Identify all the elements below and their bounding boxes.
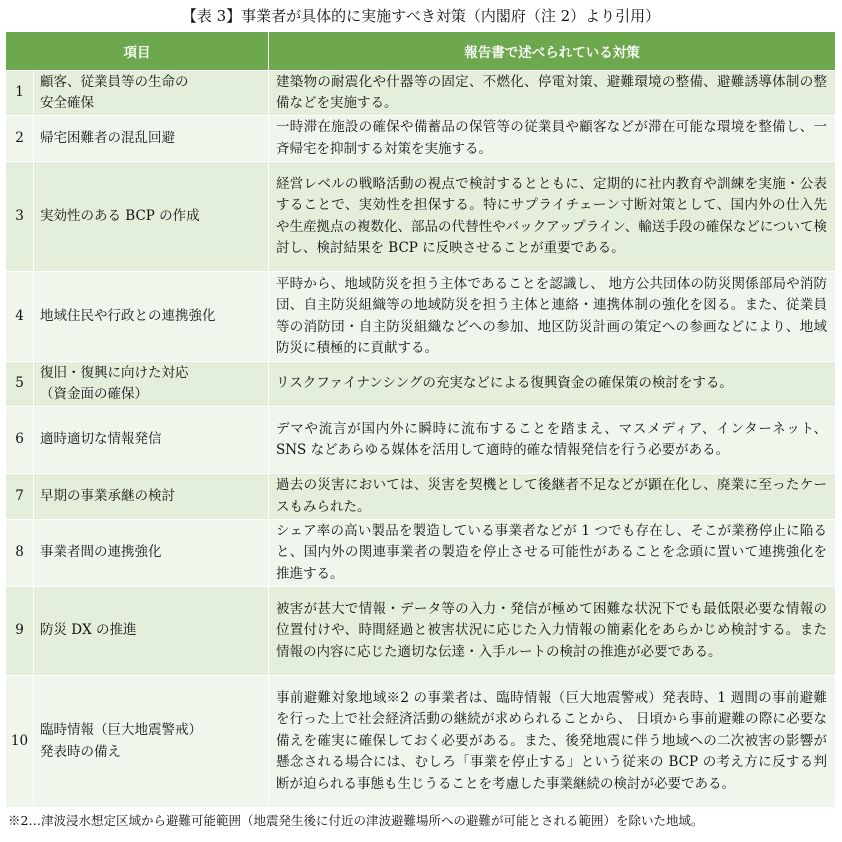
row-number: 3 [6, 162, 34, 272]
footnote: ※2…津波浸水想定区域から避難可能範囲（地震発生後に付近の津波避難場所への避難が可能とされる範囲）を除いた地域。 [8, 813, 704, 828]
row-measure: 一時滞在施設の確保や備蓄品の保管等の従業員や顧客などが滞在可能な環境を整備し、一斉帰宅を抑制する対策を実施する。 [269, 116, 836, 162]
table-row [6, 407, 836, 474]
row-measure: シェア率の高い製品を製造している事業者などが 1 つでも存在し、そこが業務停止に陥ると、国内外の関連事業者の製造を停止させる可能性があることを念頭に置いて連携強化を推進する。 [269, 520, 836, 587]
row-measure: 過去の災害においては、災害を契機として後継者不足などが顕在化し、廃業に至ったケースもみられた。 [269, 474, 836, 520]
row-item: 臨時情報（巨大地震警戒） 発表時の備え [34, 676, 269, 808]
row-item: 適時適切な情報発信 [34, 407, 269, 474]
header-item: 項目 [6, 32, 269, 71]
table-row [6, 474, 836, 520]
row-measure: 事前避難対象地域※2 の事業者は、臨時情報（巨大地震警戒）発表時、1 週間の事前避難を行った上で社会経済活動の継続が求められることから、 日頃から事前避難の際に必要な備えを確実に確保しておく必要がある。また、後発地震に伴う地域への二次被害の影響が懸念される場合には、むしろ「事業を停止する」という従来の BCP の考え方に反する判断が迫られる事態も生じうることを考慮した事業継続の検討が必要である。 [269, 676, 836, 808]
header-measure: 報告書で述べられている対策 [269, 32, 836, 71]
row-measure: 平時から、地域防災を担う主体であることを認識し、 地方公共団体の防災関係部局や消防団、自主防災組織等の地域防災を担う主体と連絡・連携体制の強化を図る。また、従業員等の消防団・自主防災組織などへの参加、地区防災計画の策定への参画などにより、地域防災に積極的に貢献する。 [269, 272, 836, 362]
row-number: 10 [6, 676, 34, 808]
table-row [6, 676, 836, 808]
row-number: 2 [6, 116, 34, 162]
table-caption: 【表 3】事業者が具体的に実施すべき対策（内閣府（注 2）より引用） [181, 7, 661, 25]
table-header-row [6, 32, 836, 71]
row-number: 8 [6, 520, 34, 587]
table-row [6, 520, 836, 587]
row-item: 防災 DX の推進 [34, 587, 269, 676]
row-item: 早期の事業承継の検討 [34, 474, 269, 520]
row-measure: 被害が甚大で情報・データ等の入力・発信が極めて困難な状況下でも最低限必要な情報の位置付けや、時間経過と被害状況に応じた入力情報の簡素化をあらかじめ検討する。また情報の内容に応じた適切な伝達・入手ルートの検討の推進が必要である。 [269, 587, 836, 676]
table-row [6, 116, 836, 162]
table-row [6, 162, 836, 272]
row-number: 6 [6, 407, 34, 474]
row-number: 5 [6, 362, 34, 407]
measures-table [5, 31, 836, 808]
row-number: 7 [6, 474, 34, 520]
row-number: 9 [6, 587, 34, 676]
row-measure: 経営レベルの戦略活動の視点で検討するとともに、定期的に社内教育や訓練を実施・公表することで、実効性を担保する。特にサプライチェーン寸断対策として、国内外の仕入先や生産拠点の複数化、部品の代替性やバックアップライン、輸送手段の確保などについて検討し、検討結果を BCP に反映させることが重要である。 [269, 162, 836, 272]
row-item: 地域住民や行政との連携強化 [34, 272, 269, 362]
row-item: 顧客、従業員等の生命の 安全確保 [34, 71, 269, 116]
row-measure: リスクファイナンシングの充実などによる復興資金の確保策の検討をする。 [269, 362, 836, 407]
table-row [6, 272, 836, 362]
row-item: 帰宅困難者の混乱回避 [34, 116, 269, 162]
row-measure: 建築物の耐震化や什器等の固定、不燃化、停電対策、避難環境の整備、避難誘導体制の整備などを実施する。 [269, 71, 836, 116]
row-measure: デマや流言が国内外に瞬時に流布することを踏まえ、マスメディア、インターネット、SNS などあらゆる媒体を活用して適時的確な情報発信を行う必要がある。 [269, 407, 836, 474]
row-number: 4 [6, 272, 34, 362]
row-item: 復旧・復興に向けた対応 （資金面の確保） [34, 362, 269, 407]
table-row [6, 587, 836, 676]
row-number: 1 [6, 71, 34, 116]
row-item: 事業者間の連携強化 [34, 520, 269, 587]
row-item: 実効性のある BCP の作成 [34, 162, 269, 272]
table-row [6, 362, 836, 407]
table-row [6, 71, 836, 116]
